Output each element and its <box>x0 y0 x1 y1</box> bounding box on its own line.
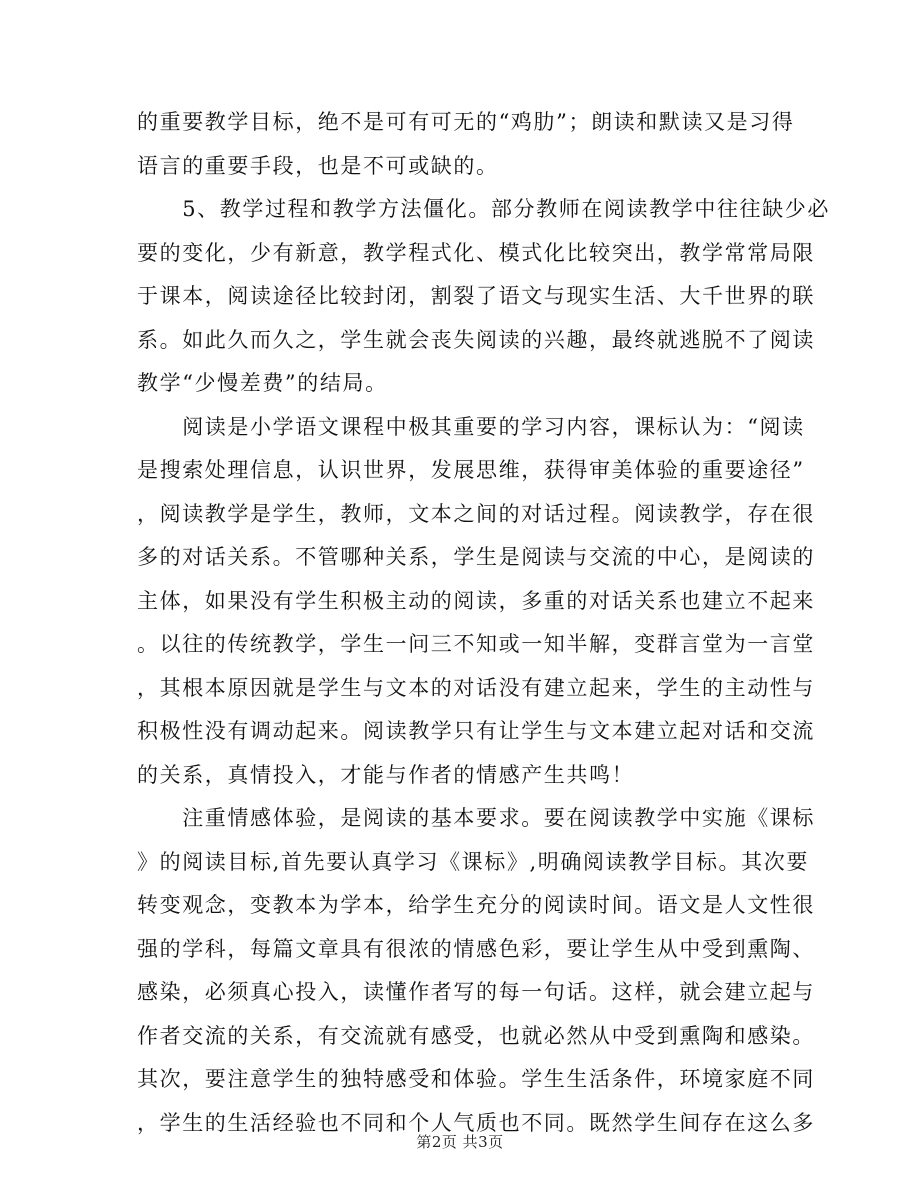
text-line: 转变观念，变教本为学本，给学生充分的阅读时间。语文是人文性很 <box>137 893 815 917</box>
text-line: 的关系，真情投入，才能与作者的情感产生共鸣！ <box>137 763 635 787</box>
page-number-footer: 第2页 共3页 <box>416 1133 504 1151</box>
text-line: 积极性没有调动起来。阅读教学只有让学生与文本建立起对话和交流 <box>137 719 815 743</box>
text-line: 语言的重要手段，也是不可或缺的。 <box>137 154 499 178</box>
text-line: 的重要教学目标，绝不是可有可无的“鸡肋”；朗读和默读又是习得 <box>137 110 795 134</box>
text-line: 其次，要注意学生的独特感受和体验。学生生活条件，环境家庭不同 <box>137 1067 815 1091</box>
text-line: 。以往的传统教学，学生一问三不知或一知半解，变群言堂为一言堂 <box>137 632 815 656</box>
text-line: 系。如此久而久之，学生就会丧失阅读的兴趣，最终就逃脱不了阅读 <box>137 328 815 352</box>
text-line: 注重情感体验，是阅读的基本要求。要在阅读教学中实施《课标 <box>137 806 815 830</box>
text-line: ，其根本原因就是学生与文本的对话没有建立起来，学生的主动性与 <box>137 676 815 700</box>
text-line: 教学“少慢差费”的结局。 <box>137 371 388 395</box>
text-line: 》的阅读目标,首先要认真学习《课标》,明确阅读教学目标。其次要 <box>137 850 809 874</box>
text-line: 作者交流的关系，有交流就有感受，也就必然从中受到熏陶和感染。 <box>137 1024 815 1048</box>
text-line: 主体，如果没有学生积极主动的阅读，多重的对话关系也建立不起来 <box>137 589 815 613</box>
text-line: 阅读是小学语文课程中极其重要的学习内容，课标认为：“阅读 <box>137 415 805 439</box>
text-line: 多的对话关系。不管哪种关系，学生是阅读与交流的中心，是阅读的 <box>137 545 815 569</box>
text-line: ，学生的生活经验也不同和个人气质也不同。既然学生间存在这么多 <box>137 1111 815 1135</box>
text-line: 于课本，阅读途径比较封闭，割裂了语文与现实生活、大千世界的联 <box>137 284 815 308</box>
text-line: 强的学科，每篇文章具有很浓的情感色彩，要让学生从中受到熏陶、 <box>137 937 815 961</box>
text-line: 是搜索处理信息，认识世界，发展思维，获得审美体验的重要途径” <box>137 458 805 482</box>
text-line: 要的变化，少有新意，教学程式化、模式化比较突出，教学常常局限 <box>137 241 815 265</box>
text-line: 感染，必须真心投入，读懂作者写的每一句话。这样，就会建立起与 <box>137 980 815 1004</box>
text-line: ，阅读教学是学生，教师，文本之间的对话过程。阅读教学，存在很 <box>137 502 815 526</box>
text-line: 5、教学过程和教学方法僵化。部分教师在阅读教学中往往缺少必 <box>137 197 830 221</box>
